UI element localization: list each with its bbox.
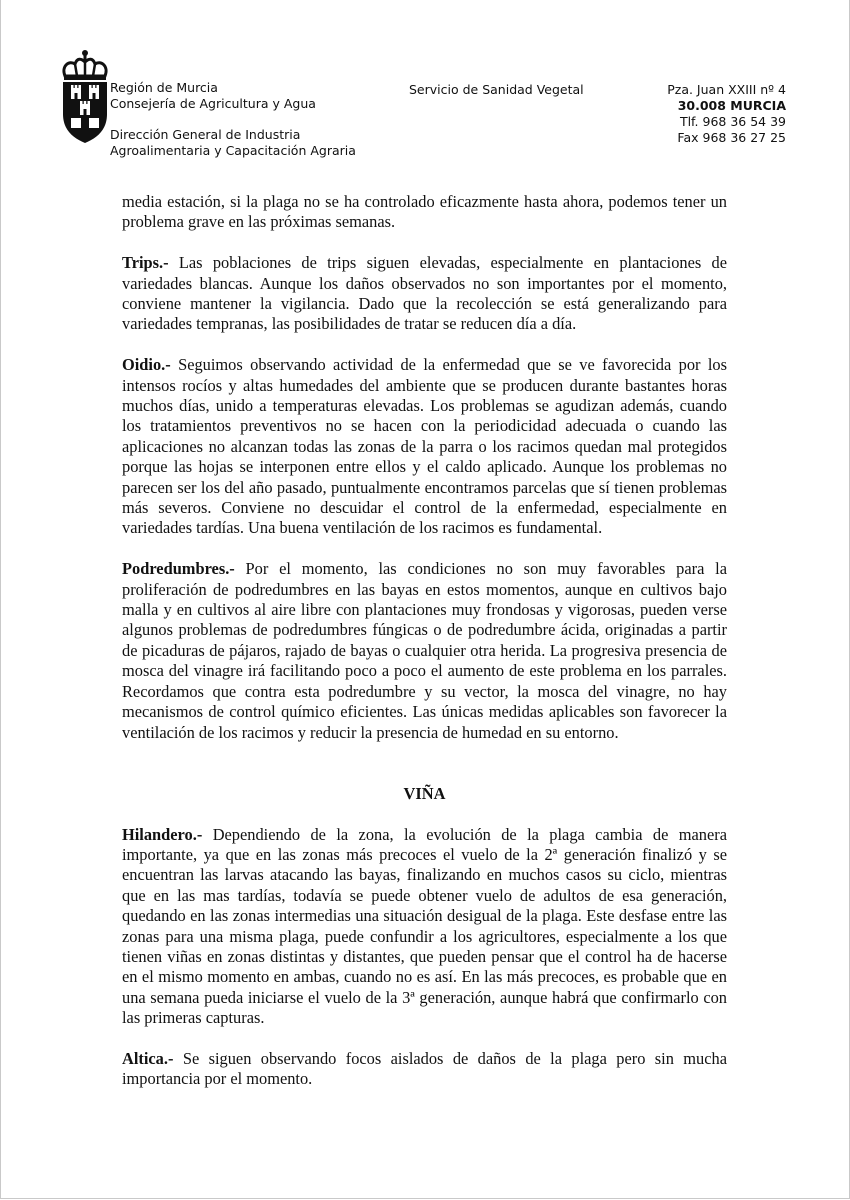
- hilandero-paragraph: [122, 825, 727, 1029]
- address-block: [667, 82, 786, 146]
- service-name: Servicio de Sanidad Vegetal: [409, 82, 584, 97]
- oidio-paragraph: [122, 355, 727, 539]
- podredumbres-paragraph: [122, 559, 727, 743]
- phone-number: Tlf. 968 36 54 39: [679, 114, 786, 129]
- directorate-line-2: Agroalimentaria y Capacitación Agraria: [110, 143, 356, 158]
- ministry-line: Consejería de Agricultura y Agua: [110, 96, 316, 111]
- fax-number: Fax 968 36 27 25: [677, 130, 786, 145]
- section-title-vina: VIÑA: [403, 783, 446, 803]
- podredumbres-heading: Podredumbres.-: [122, 559, 235, 579]
- document-body: [122, 192, 727, 1110]
- trips-paragraph: [122, 253, 727, 335]
- trips-heading: Trips.-: [122, 253, 169, 273]
- hilandero-text: Dependiendo de la zona, la evolución de la plaga cambia de manera importante, ya que en las zonas más precoces el vuelo de la 2ª generación finalizó y se encuentran las larvas atacando las bayas, finalizando en muchos casos su ciclo, mientras que en las mas tardías, todavía se puede obtener vuelo de adultos de esa generación, quedando en las zonas intermedias una situación desigual de la plaga. Este desfase entre las zonas para una misma plaga, puede confundir a los agricultores, especialmente a los que tienen viñas en zonas distintas y distantes, que pueden pensar que el control ha de hacerse en el mismo momento en ambas, cuando no es así. En las más precoces, es probable que en una semana pueda iniciarse el vuelo de la 3ª generación, aunque habrá que confirmarlo con las primeras capturas.: [122, 824, 727, 1028]
- trips-text: Las poblaciones de trips siguen elevadas, especialmente en plantaciones de variedades blancas. Aunque los daños observados no son importantes por el momento, conviene mantener la vigilancia. Dado que la recolección se está generalizando para variedades tempranas, las posibilidades de tratar se reducen día a día.: [122, 253, 727, 334]
- region-line: Región de Murcia: [110, 80, 218, 95]
- oidio-heading: Oidio.-: [122, 355, 171, 375]
- oidio-text: Seguimos observando actividad de la enfermedad que se ve favorecida por los intensos rocíos y altas humedades del ambiente que se producen durante bastantes horas muchos días, unido a temperaturas elevadas. Los problemas se agudizan además, cuando los tratamientos preventivos no se hacen con la periodicidad adecuada o cuando las aplicaciones no alcanzan todas las zonas de la parra o los racimos quedan mal protegidos porque las hojas se interponen entre ellos y el caldo aplicado. Aunque los problemas no parecen ser los del año pasado, puntualmente encontramos parcelas que sí tienen problemas más severos. Conviene no descuidar el control de la enfermedad, especialmente en variedades tardías. Una buena ventilación de los racimos es fundamental.: [122, 355, 727, 538]
- altica-text: Se siguen observando focos aislados de daños de la plaga pero sin mucha importancia por el momento.: [122, 1048, 727, 1089]
- coat-of-arms-logo: [59, 48, 111, 144]
- directorate-line-1: Dirección General de Industria: [110, 127, 301, 142]
- region-name: [110, 80, 316, 112]
- hilandero-heading: Hilandero.-: [122, 824, 203, 844]
- altica-paragraph: [122, 1049, 727, 1090]
- podredumbres-text: Por el momento, las condiciones no son muy favorables para la proliferación de podredumbres en las bayas en estos momentos, aunque en cultivos bajo malla y en cultivos al aire libre con plantaciones muy frondosas y vigorosas, pueden verse algunos problemas de podredumbres fúngicas o de podredumbre ácida, originadas a partir de picaduras de pájaros, rajado de bayas o cualquier otra herida. La progresiva presencia de mosca del vinagre irá facilitando poco a poco el aumento de este problema en los parrales. Recordamos que contra esta podredumbre y su vector, la mosca del vinagre, no hay mecanismos de control químico eficientes. Las únicas medidas aplicables son favorecer la ventilación de los racimos y reducir la presencia de humedad en su entorno.: [122, 559, 727, 742]
- intro-paragraph: media estación, si la plaga no se ha controlado eficazmente hasta ahora, podemos tener un problema grave en las próximas semanas.: [122, 192, 727, 232]
- directorate-name: [110, 127, 356, 159]
- section-spacer: [122, 763, 727, 783]
- address-street: Pza. Juan XXIII nº 4: [667, 82, 786, 97]
- altica-heading: Altica.-: [122, 1048, 174, 1068]
- address-city: 30.008 MURCIA: [677, 98, 786, 113]
